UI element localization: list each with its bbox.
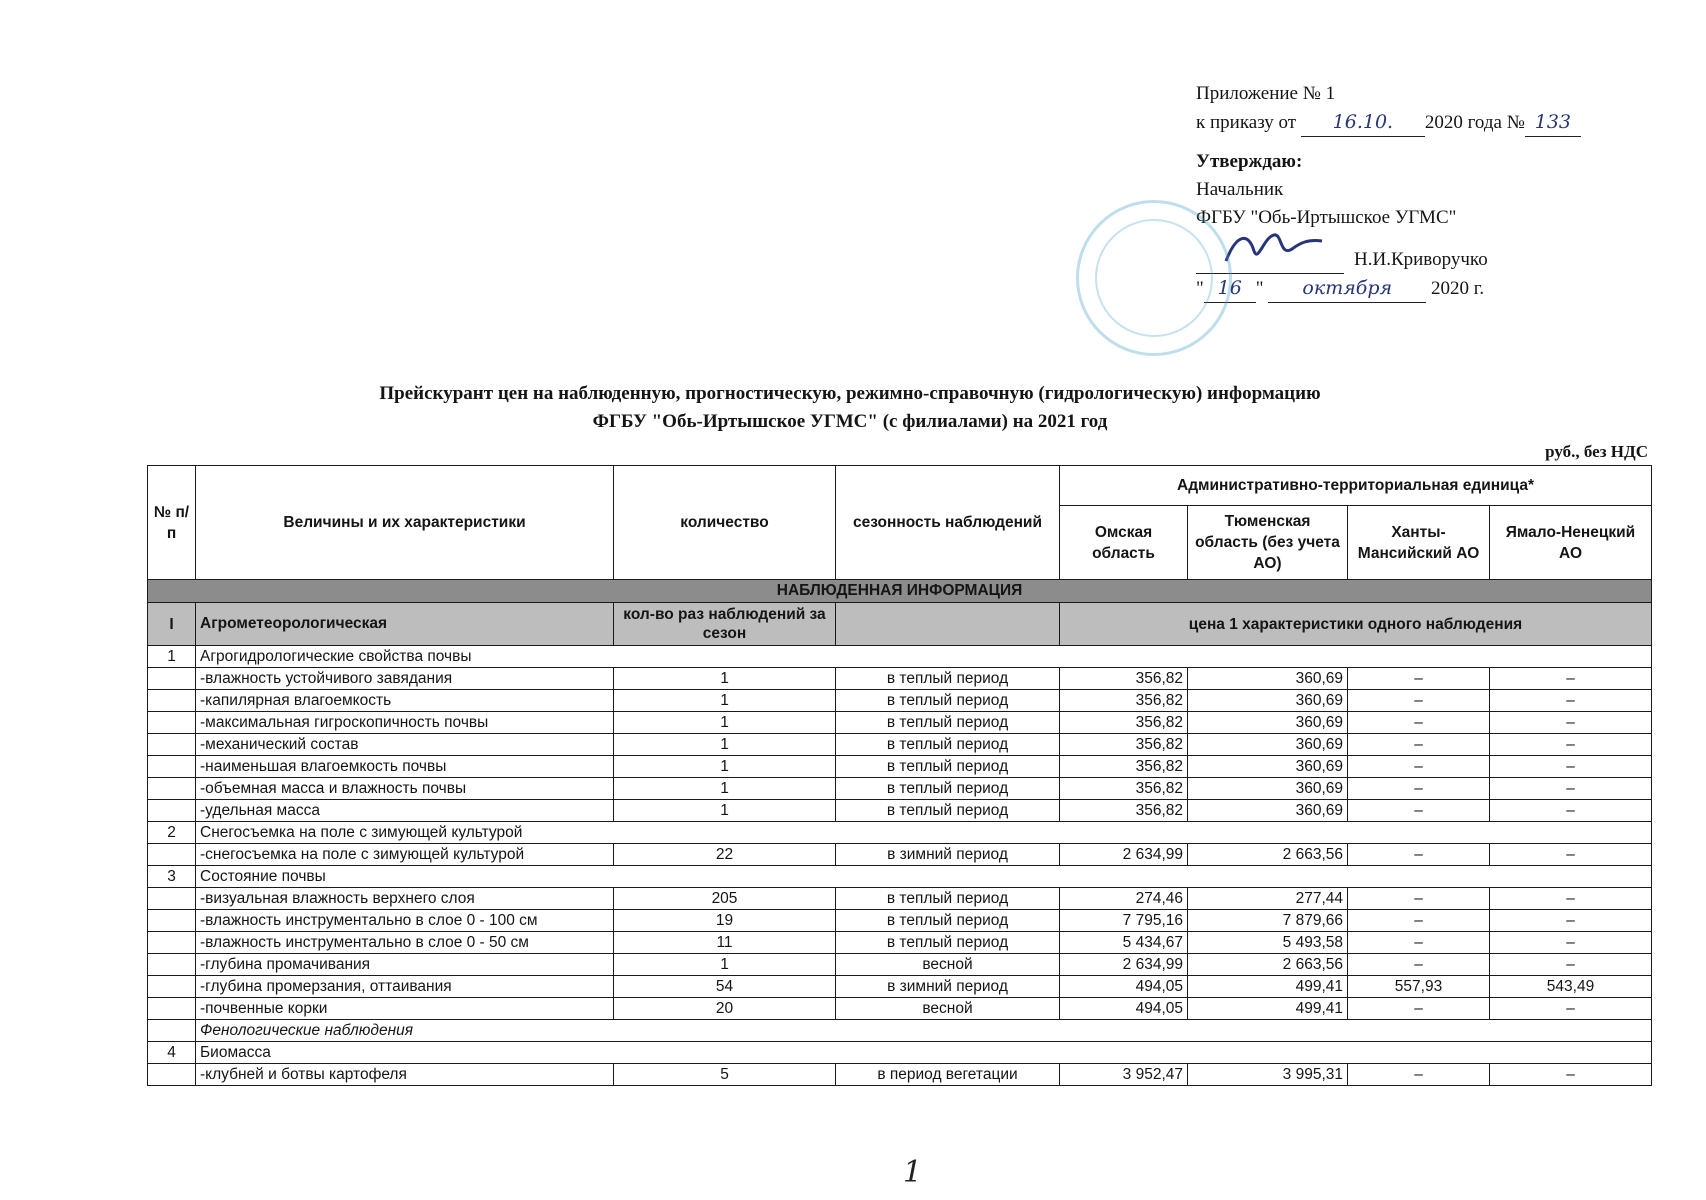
row-season: в теплый период (836, 800, 1060, 822)
row-price-omsk: 356,82 (1060, 756, 1188, 778)
row-price-yamal: – (1490, 888, 1652, 910)
group-label: Фенологические наблюдения (196, 1020, 1652, 1042)
row-price-khanty: 557,93 (1348, 976, 1490, 998)
row-price-tyumen: 277,44 (1188, 888, 1348, 910)
row-quantity: 1 (614, 668, 836, 690)
row-price-yamal: – (1490, 998, 1652, 1020)
row-price-khanty: – (1348, 690, 1490, 712)
table-row (148, 778, 1652, 800)
row-season: в теплый период (836, 756, 1060, 778)
category-price-label: цена 1 характеристики одного наблюдения (1060, 603, 1652, 646)
row-label: -почвенные корки (196, 998, 614, 1020)
row-price-khanty: – (1348, 756, 1490, 778)
group-num: 1 (148, 646, 196, 668)
header-khanty: Ханты-Мансийский АО (1348, 506, 1490, 580)
signer-name: Н.И.Криворучко (1354, 249, 1488, 270)
row-label: -клубней и ботвы картофеля (196, 1064, 614, 1086)
row-season: в теплый период (836, 712, 1060, 734)
row-label: -удельная масса (196, 800, 614, 822)
row-price-yamal: – (1490, 1064, 1652, 1086)
approval-day: 16 (1204, 274, 1256, 303)
group-row (148, 1042, 1652, 1064)
row-quantity: 1 (614, 800, 836, 822)
row-quantity: 22 (614, 844, 836, 866)
row-price-tyumen: 2 663,56 (1188, 954, 1348, 976)
row-label: -наименьшая влагоемкость почвы (196, 756, 614, 778)
order-date: 16.10. (1301, 108, 1425, 137)
row-label: -максимальная гигроскопичность почвы (196, 712, 614, 734)
row-price-tyumen: 2 663,56 (1188, 844, 1348, 866)
row-price-khanty: – (1348, 888, 1490, 910)
row-price-omsk: 356,82 (1060, 668, 1188, 690)
row-price-khanty: – (1348, 844, 1490, 866)
row-quantity: 11 (614, 932, 836, 954)
table-row (148, 954, 1652, 976)
group-row (148, 646, 1652, 668)
category-num: I (148, 603, 196, 646)
row-season: весной (836, 998, 1060, 1020)
row-price-tyumen: 360,69 (1188, 734, 1348, 756)
row-price-tyumen: 5 493,58 (1188, 932, 1348, 954)
order-line (1196, 108, 1676, 136)
row-label: -визуальная влажность верхнего слоя (196, 888, 614, 910)
row-price-khanty: – (1348, 954, 1490, 976)
row-price-tyumen: 360,69 (1188, 668, 1348, 690)
position-label: Начальник (1196, 179, 1284, 200)
row-price-yamal: – (1490, 844, 1652, 866)
row-price-khanty: – (1348, 778, 1490, 800)
table-row (148, 668, 1652, 690)
row-quantity: 1 (614, 690, 836, 712)
row-price-tyumen: 7 879,66 (1188, 910, 1348, 932)
category-label: Агрометеорологическая (196, 603, 614, 646)
row-price-yamal: – (1490, 932, 1652, 954)
row-price-tyumen: 360,69 (1188, 800, 1348, 822)
table-row (148, 800, 1652, 822)
group-num: 3 (148, 866, 196, 888)
row-quantity: 54 (614, 976, 836, 998)
row-season: в теплый период (836, 888, 1060, 910)
approval-date: " 16 " октября 2020 г. (1196, 274, 1676, 302)
row-label: -влажность инструментально в слое 0 - 50 см (196, 932, 614, 954)
row-season: в теплый период (836, 690, 1060, 712)
table-row (148, 844, 1652, 866)
row-price-tyumen: 3 995,31 (1188, 1064, 1348, 1086)
header-num: № п/п (148, 466, 196, 580)
row-label: -глубина промачивания (196, 954, 614, 976)
row-label: -глубина промерзания, оттаивания (196, 976, 614, 998)
row-quantity: 1 (614, 778, 836, 800)
row-price-omsk: 356,82 (1060, 778, 1188, 800)
stamp-icon (1076, 200, 1232, 356)
row-label: -механический состав (196, 734, 614, 756)
header-omsk: Омская область (1060, 506, 1188, 580)
approval-year: 2020 г. (1431, 278, 1485, 299)
row-price-omsk: 274,46 (1060, 888, 1188, 910)
document-title: Прейскурант цен на наблюденную, прогностическую, режимно-справочную (гидрологическую) информацию (379, 383, 1321, 404)
row-price-yamal: 543,49 (1490, 976, 1652, 998)
subhead-row (148, 1020, 1652, 1042)
row-quantity: 1 (614, 756, 836, 778)
header-quantity: количество (614, 466, 836, 580)
order-prefix: к приказу от (1196, 112, 1297, 133)
header-values: Величины и их характеристики (196, 466, 614, 580)
row-season: в теплый период (836, 910, 1060, 932)
row-price-tyumen: 360,69 (1188, 778, 1348, 800)
row-quantity: 19 (614, 910, 836, 932)
group-num: 4 (148, 1042, 196, 1064)
group-row (148, 822, 1652, 844)
row-quantity: 205 (614, 888, 836, 910)
row-price-yamal: – (1490, 778, 1652, 800)
price-table (147, 465, 1652, 1086)
header-yamal: Ямало-Ненецкий АО (1490, 506, 1652, 580)
row-price-omsk: 7 795,16 (1060, 910, 1188, 932)
row-price-yamal: – (1490, 910, 1652, 932)
row-price-yamal: – (1490, 690, 1652, 712)
row-price-omsk: 356,82 (1060, 712, 1188, 734)
row-price-yamal: – (1490, 734, 1652, 756)
row-label: -снегосъемка на поле с зимующей культурой (196, 844, 614, 866)
section-label: НАБЛЮДЕННАЯ ИНФОРМАЦИЯ (148, 580, 1652, 603)
row-price-yamal: – (1490, 756, 1652, 778)
table-row (148, 910, 1652, 932)
category-row (148, 603, 1652, 646)
group-row (148, 866, 1652, 888)
table-row (148, 932, 1652, 954)
row-season: в период вегетации (836, 1064, 1060, 1086)
group-num (148, 1020, 196, 1042)
header-season: сезонность наблюдений (836, 466, 1060, 580)
order-number: 133 (1525, 108, 1581, 137)
row-price-omsk: 5 434,67 (1060, 932, 1188, 954)
row-label: -капилярная влагоемкость (196, 690, 614, 712)
row-season: в зимний период (836, 844, 1060, 866)
row-quantity: 1 (614, 734, 836, 756)
table-row (148, 712, 1652, 734)
row-price-yamal: – (1490, 954, 1652, 976)
row-price-omsk: 356,82 (1060, 734, 1188, 756)
row-price-tyumen: 360,69 (1188, 756, 1348, 778)
row-price-omsk: 2 634,99 (1060, 954, 1188, 976)
table-row (148, 976, 1652, 998)
row-price-yamal: – (1490, 668, 1652, 690)
page-number: 1 (903, 1155, 923, 1190)
row-season: в теплый период (836, 734, 1060, 756)
group-label: Состояние почвы (196, 866, 1652, 888)
row-label: -влажность устойчивого завядания (196, 668, 614, 690)
row-price-khanty: – (1348, 800, 1490, 822)
row-label: -влажность инструментально в слое 0 - 100 см (196, 910, 614, 932)
header-tyumen: Тюменская область (без учета АО) (1188, 506, 1348, 580)
row-price-omsk: 494,05 (1060, 976, 1188, 998)
appendix-line: Приложение № 1 (1196, 83, 1336, 104)
group-label: Агрогидрологические свойства почвы (196, 646, 1652, 668)
row-price-tyumen: 499,41 (1188, 976, 1348, 998)
organization-label: ФГБУ "Обь-Иртышское УГМС" (1196, 207, 1457, 228)
group-label: Снегосъемка на поле с зимующей культурой (196, 822, 1652, 844)
table-row (148, 734, 1652, 756)
row-price-khanty: – (1348, 910, 1490, 932)
table-row (148, 888, 1652, 910)
row-price-khanty: – (1348, 932, 1490, 954)
group-num: 2 (148, 822, 196, 844)
row-price-khanty: – (1348, 734, 1490, 756)
table-row (148, 756, 1652, 778)
signature-line (1196, 246, 1676, 274)
row-price-khanty: – (1348, 712, 1490, 734)
row-price-omsk: 356,82 (1060, 800, 1188, 822)
row-price-omsk: 356,82 (1060, 690, 1188, 712)
group-label: Биомасса (196, 1042, 1652, 1064)
row-season: в зимний период (836, 976, 1060, 998)
row-price-tyumen: 360,69 (1188, 690, 1348, 712)
order-year: 2020 года № (1424, 112, 1525, 133)
units-label: руб., без НДС (1545, 442, 1648, 461)
row-price-khanty: – (1348, 668, 1490, 690)
row-price-khanty: – (1348, 1064, 1490, 1086)
table-row (148, 690, 1652, 712)
table-row (148, 1064, 1652, 1086)
approval-block (1196, 80, 1676, 302)
row-price-yamal: – (1490, 712, 1652, 734)
document-subtitle: ФГБУ "Обь-Иртышское УГМС" (с филиалами) на 2021 год (592, 411, 1108, 432)
header-admin-unit: Административно-территориальная единица* (1060, 466, 1652, 506)
approval-month: октября (1268, 274, 1426, 303)
row-price-khanty: – (1348, 998, 1490, 1020)
row-quantity: 1 (614, 712, 836, 734)
row-price-tyumen: 499,41 (1188, 998, 1348, 1020)
row-price-omsk: 2 634,99 (1060, 844, 1188, 866)
row-price-omsk: 494,05 (1060, 998, 1188, 1020)
row-quantity: 1 (614, 954, 836, 976)
row-quantity: 20 (614, 998, 836, 1020)
row-price-omsk: 3 952,47 (1060, 1064, 1188, 1086)
row-season: в теплый период (836, 932, 1060, 954)
approve-label: Утверждаю: (1196, 151, 1303, 172)
row-season: в теплый период (836, 778, 1060, 800)
row-price-tyumen: 360,69 (1188, 712, 1348, 734)
row-label: -объемная масса и влажность почвы (196, 778, 614, 800)
section-row (148, 580, 1652, 603)
row-quantity: 5 (614, 1064, 836, 1086)
row-season: весной (836, 954, 1060, 976)
category-count-label: кол-во раз наблюдений за сезон (614, 603, 836, 646)
row-season: в теплый период (836, 668, 1060, 690)
table-row (148, 998, 1652, 1020)
row-price-yamal: – (1490, 800, 1652, 822)
